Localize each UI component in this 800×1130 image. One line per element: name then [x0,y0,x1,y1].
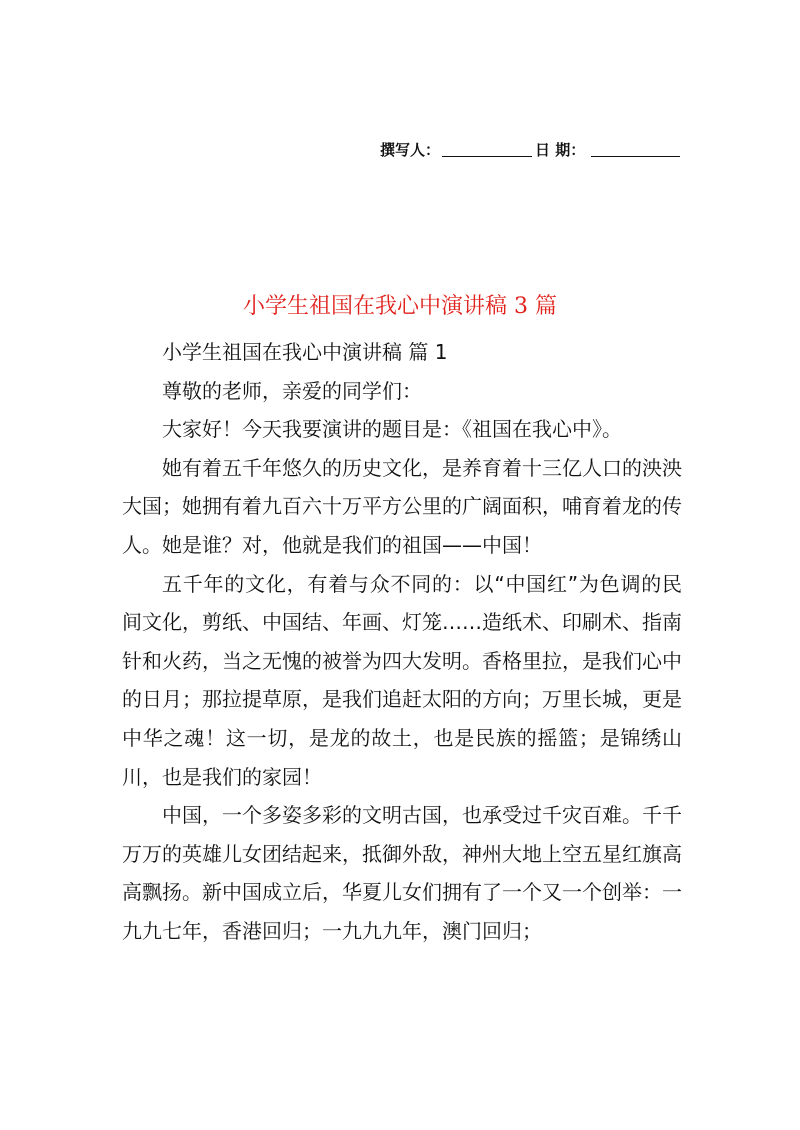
section-heading: 小学生祖国在我心中演讲稿 篇 1 [162,340,448,364]
date-blank-line [591,156,680,157]
greeting-paragraph: 大家好！今天我要演讲的题目是：《祖国在我心中》。 [162,417,622,442]
body-paragraph: 中国，一个多姿多彩的文明古国，也承受过千灾百难。千千万万的英雄儿女团结起来，抵御外敌，神州大地上空五星红旗高高飘扬。新中国成立后，华夏儿女们拥有了一个又一个创举：一九九七年，香港回归；一九九九年，澳门回归； [122,803,682,943]
body-paragraph: 五千年的文化，有着与众不同的：以“中国红”为色调的民间文化，剪纸、中国结、年画、灯笼……造纸术、印刷术、指南针和火药，当之无愧的被誉为四大发明。香格里拉，是我们心中的日月；那拉提草原，是我们追赶太阳的方向；万里长城，更是中华之魂！这一切，是龙的故土，也是民族的摇篮；是锦绣山川，也是我们的家园！ [122,571,682,789]
body-paragraph: 她有着五千年悠久的历史文化，是养育着十三亿人口的泱泱大国；她拥有着九百六十万平方公里的广阔面积，哺育着龙的传人。她是谁？对，他就是我们的祖国——中国！ [122,455,682,557]
document-body [122,333,682,951]
author-date-header [0,138,800,162]
date-label: 日 期： [535,141,586,159]
author-blank-line [442,156,532,157]
salutation: 尊敬的老师，亲爱的同学们： [162,378,422,403]
document-title: 小学生祖国在我心中演讲稿 3 篇 [243,294,557,319]
author-label: 撰写人： [380,141,441,159]
